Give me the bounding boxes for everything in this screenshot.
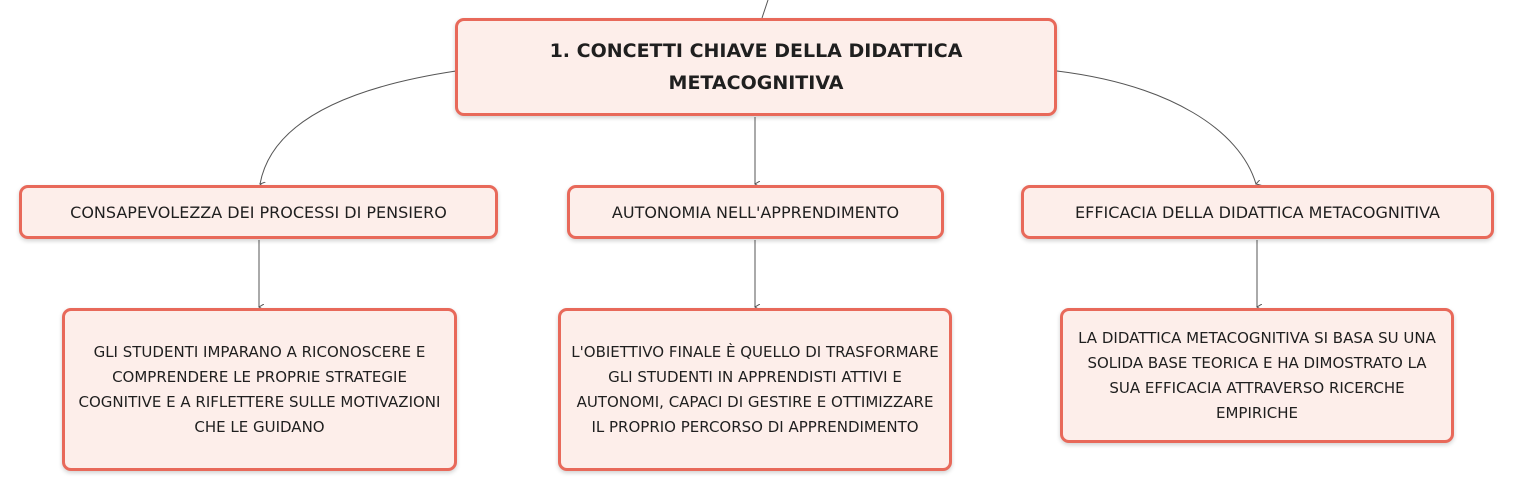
topic-label: CONSAPEVOLEZZA DEI PROCESSI DI PENSIERO bbox=[70, 202, 447, 222]
detail-text: GLI STUDENTI IMPARANO A RICONOSCERE E COMPRENDERE LE PROPRIE STRATEGIE COGNITIVE E A RIFLETTERE SULLE MOTIVAZIONI CHE LE GUIDANO bbox=[78, 342, 441, 436]
connector-root-to-topic-1 bbox=[260, 71, 456, 184]
topic-label: AUTONOMIA NELL'APPRENDIMENTO bbox=[611, 202, 900, 222]
connector-parent-to-root bbox=[762, 0, 768, 18]
detail-learning-autonomy[interactable] bbox=[558, 308, 952, 471]
central-topic[interactable] bbox=[455, 18, 1057, 116]
detail-text: L'OBIETTIVO FINALE È QUELLO DI TRASFORMARE GLI STUDENTI IN APPRENDISTI ATTIVI E AUTONOMI, CAPACI DI GESTIRE E OTTIMIZZARE IL PROPRIO PERCORSO DI APPRENDIMENTO bbox=[571, 342, 939, 436]
topic-awareness-of-thinking[interactable] bbox=[19, 185, 498, 239]
connector-root-to-topic-3 bbox=[1057, 71, 1256, 184]
central-topic-label: 1. CONCETTI CHIAVE DELLA DIDATTICA METACOGNITIVA bbox=[549, 40, 963, 94]
topic-effectiveness[interactable] bbox=[1021, 185, 1494, 239]
detail-awareness-of-thinking[interactable] bbox=[62, 308, 457, 471]
detail-effectiveness[interactable] bbox=[1060, 308, 1454, 443]
topic-label: EFFICACIA DELLA DIDATTICA METACOGNITIVA bbox=[1075, 202, 1440, 222]
detail-text: LA DIDATTICA METACOGNITIVA SI BASA SU UNA SOLIDA BASE TEORICA E HA DIMOSTRATO LA SUA EFFICACIA ATTRAVERSO RICERCHE EMPIRICHE bbox=[1078, 328, 1436, 422]
topic-learning-autonomy[interactable] bbox=[567, 185, 944, 239]
